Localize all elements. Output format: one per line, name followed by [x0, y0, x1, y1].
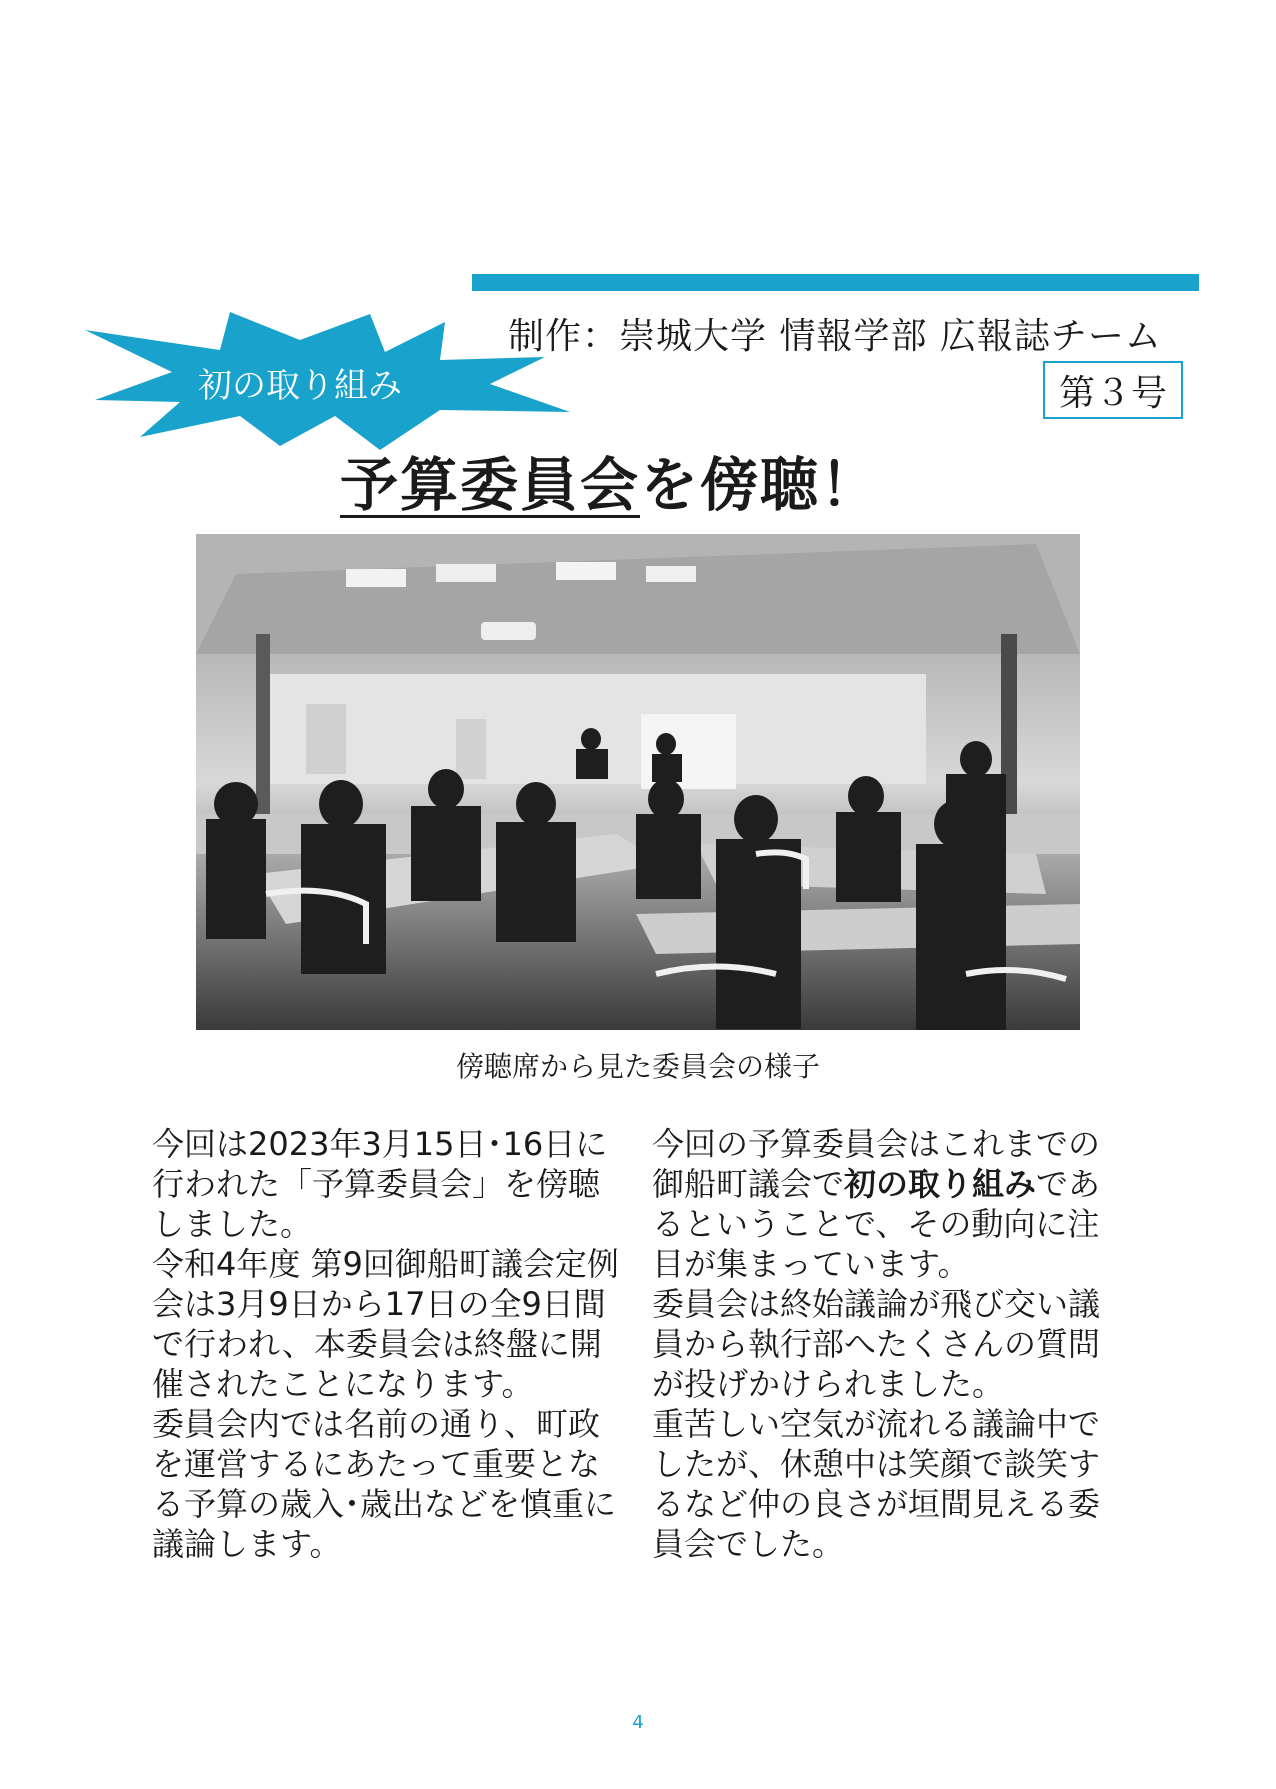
text-run: 今回の予算委員会はこれまでの御船町議会で — [652, 1125, 1101, 1203]
text-run: であるということで、その動向に注目が集まっています。 — [652, 1165, 1101, 1283]
paragraph: 重苦しい空気が流れる議論中でしたが、休憩中は笑顔で談笑するなど仲の良さが垣間見える委員会でした。 — [652, 1405, 1101, 1563]
badge-label: 初の取り組み — [198, 366, 402, 406]
accent-bar — [472, 274, 1199, 291]
headline-rest: を傍聴！ — [640, 451, 881, 519]
paragraph — [652, 1124, 1122, 1284]
page-number: 4 — [632, 1712, 644, 1733]
article-column-right — [652, 1124, 1122, 1564]
committee-meeting-photo — [196, 534, 1080, 1030]
article-column-left — [152, 1124, 622, 1564]
producer-credit: 制作：崇城大学 情報学部 広報誌チーム — [508, 316, 1162, 357]
paragraph: 今回は2023年3月15日･16日に行われた「予算委員会」を傍聴しました。 — [152, 1125, 608, 1243]
headline — [340, 438, 880, 522]
emphasis-text: 初の取り組み — [844, 1165, 1037, 1203]
headline-underlined: 予算委員会 — [340, 451, 641, 519]
paragraph: 委員会は終始議論が飛び交い議員から執行部へたくさんの質問が投げかけられました。 — [652, 1285, 1101, 1403]
issue-number: 第３号 — [1043, 361, 1183, 419]
paragraph: 令和4年度 第9回御船町議会定例会は3月9日から17日の全9日間で行われ、本委員会は終盤に開催されたことになります。 — [152, 1245, 619, 1403]
paragraph: 委員会内では名前の通り、町政を運営するにあたって重要となる予算の歳入･歳出などを慎重に議論します。 — [152, 1405, 617, 1563]
photo-caption: 傍聴席から見た委員会の様子 — [455, 1050, 820, 1083]
